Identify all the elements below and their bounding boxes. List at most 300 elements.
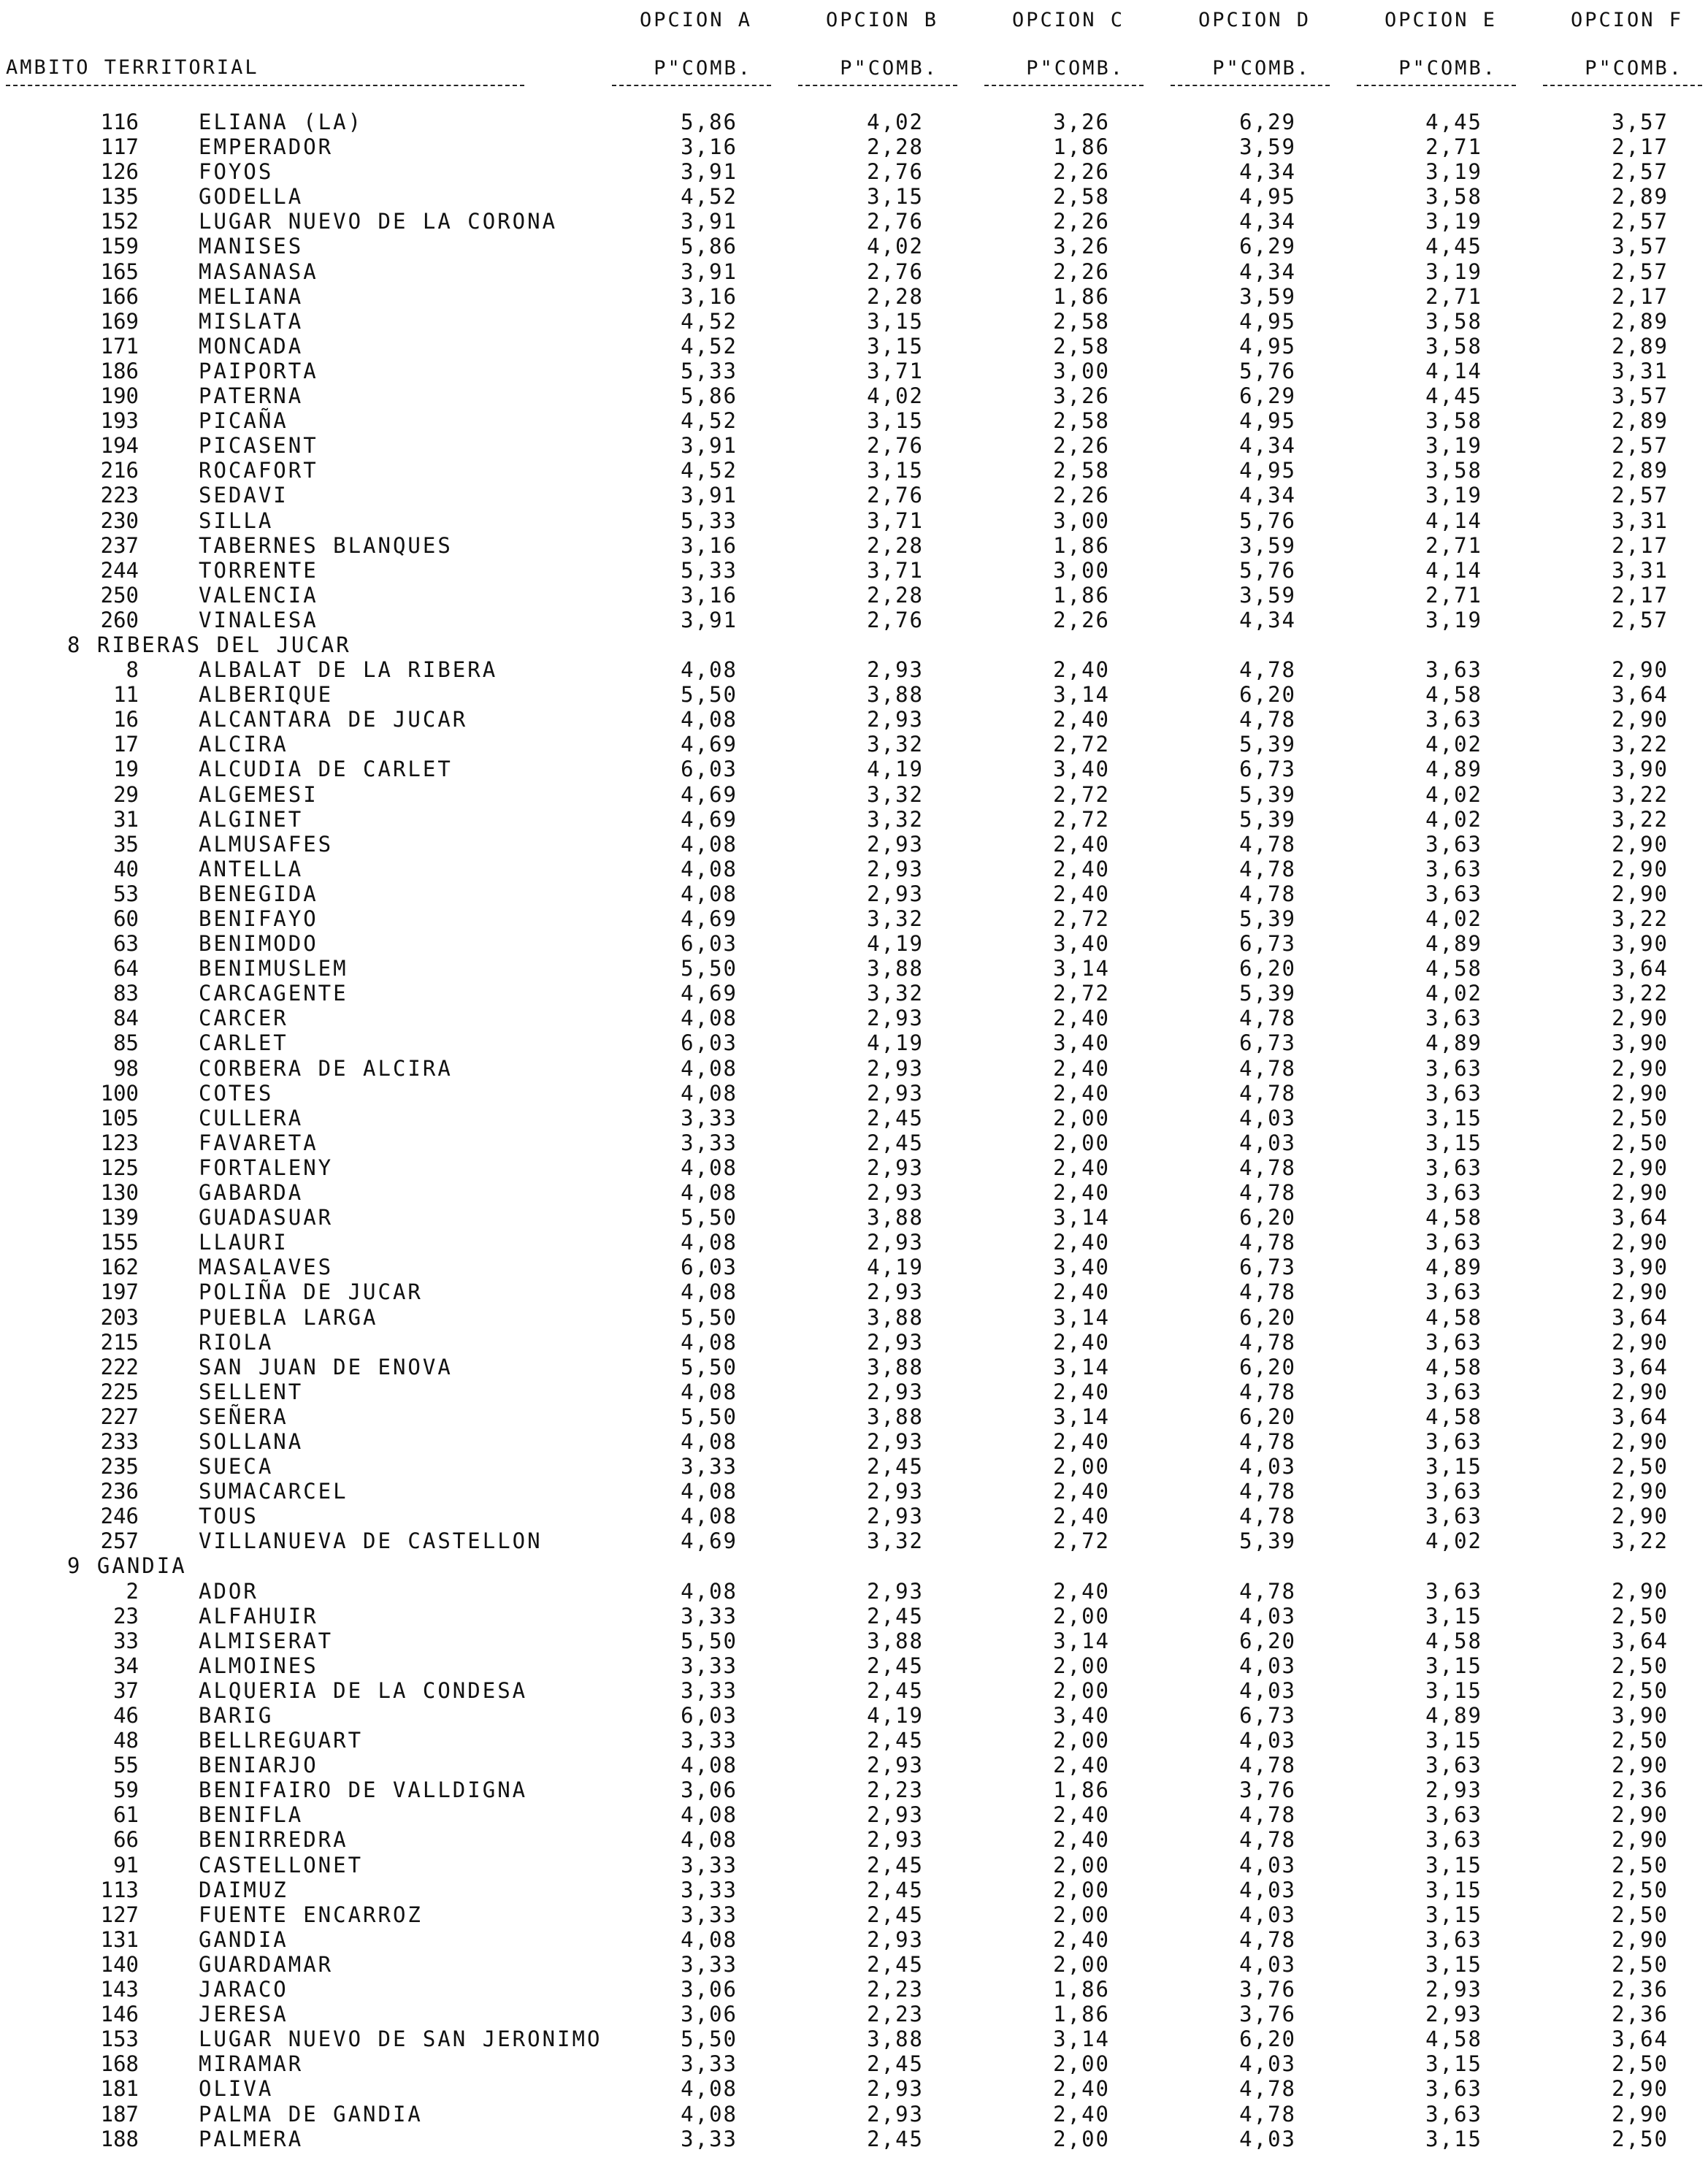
option-b-value: 2,93 [867, 2101, 924, 2127]
option-c-value: 2,40 [1053, 1827, 1110, 1853]
municipality-code: 260 [100, 607, 139, 632]
option-c-value: 2,72 [1053, 981, 1110, 1006]
option-c-value: 1,86 [1053, 1977, 1110, 2002]
table-row [0, 1802, 1708, 1827]
option-c-value: 2,40 [1053, 1379, 1110, 1404]
option-b-value: 2,93 [867, 1802, 924, 1828]
option-e-value: 3,63 [1425, 1055, 1482, 1081]
table-row [0, 334, 1708, 359]
option-c-value: 3,00 [1053, 508, 1110, 533]
municipality-code: 203 [100, 1304, 139, 1330]
municipality-name: SEDAVI [199, 483, 288, 508]
option-d-value: 6,20 [1239, 956, 1296, 981]
option-e-value: 3,15 [1425, 1653, 1482, 1678]
option-a-value: 4,08 [681, 1279, 738, 1305]
option-b-value: 2,93 [867, 1504, 924, 1529]
option-a-value: 4,08 [681, 1753, 738, 1778]
municipality-code: 187 [100, 2101, 139, 2127]
option-d-value: 3,76 [1239, 2002, 1296, 2027]
option-b-value: 4,19 [867, 1255, 924, 1280]
option-a-value: 4,08 [681, 831, 738, 857]
option-f-value: 2,17 [1612, 134, 1669, 160]
option-a-value: 4,08 [681, 2076, 738, 2102]
municipality-name: LUGAR NUEVO DE SAN JERONIMO [199, 2026, 602, 2052]
municipality-code: 117 [100, 134, 139, 160]
municipality-name: BENIFAIRO DE VALLDIGNA [199, 1777, 528, 1803]
table-row [0, 682, 1708, 707]
option-d-value: 4,03 [1239, 1852, 1296, 1878]
option-c-subheader: P"COMB. [1026, 57, 1125, 80]
option-e-value: 3,63 [1425, 1753, 1482, 1778]
municipality-name: BENIFLA [199, 1802, 304, 1828]
option-a-value: 5,50 [681, 1354, 738, 1379]
option-c-value: 2,00 [1053, 1653, 1110, 1678]
option-e-value: 3,63 [1425, 831, 1482, 857]
option-a-value: 3,91 [681, 433, 738, 459]
option-a-value: 5,33 [681, 358, 738, 383]
option-d-value: 4,95 [1239, 408, 1296, 434]
option-e-value: 3,63 [1425, 1006, 1482, 1031]
option-b-value: 2,93 [867, 1080, 924, 1106]
table-row [0, 1902, 1708, 1927]
option-a-value: 4,08 [681, 1230, 738, 1255]
option-e-value: 3,58 [1425, 408, 1482, 434]
option-d-value: 5,39 [1239, 906, 1296, 931]
option-e-value: 4,45 [1425, 383, 1482, 409]
option-d-value: 4,34 [1239, 259, 1296, 284]
option-a-value: 3,91 [681, 483, 738, 508]
option-f-value: 2,90 [1612, 1428, 1669, 1454]
table-row [0, 533, 1708, 558]
municipality-name: GUARDAMAR [199, 1951, 334, 1977]
option-d-value: 3,59 [1239, 582, 1296, 608]
municipality-name: ROCAFORT [199, 458, 318, 483]
option-c-value: 3,14 [1053, 1404, 1110, 1429]
option-a-value: 3,33 [681, 1677, 738, 1703]
option-b-value: 2,45 [867, 1877, 924, 1902]
option-e-value: 3,58 [1425, 458, 1482, 483]
municipality-code: 48 [113, 1728, 139, 1753]
option-b-value: 3,88 [867, 1205, 924, 1230]
option-a-value: 6,03 [681, 757, 738, 782]
option-e-value: 4,45 [1425, 110, 1482, 134]
option-d-value: 4,78 [1239, 2101, 1296, 2127]
option-a-value: 4,08 [681, 1379, 738, 1404]
option-e-value: 4,58 [1425, 2026, 1482, 2052]
municipality-name: ELIANA (LA) [199, 110, 364, 134]
option-e-value: 3,63 [1425, 1504, 1482, 1529]
option-f-value: 3,31 [1612, 358, 1669, 383]
option-e-value: 3,63 [1425, 1379, 1482, 1404]
option-f-header: OPCION F [1570, 9, 1683, 31]
option-e-value: 3,19 [1425, 159, 1482, 185]
option-c-value: 2,00 [1053, 1677, 1110, 1703]
municipality-code: 53 [113, 881, 139, 906]
option-d-value: 3,59 [1239, 134, 1296, 160]
table-row [0, 184, 1708, 209]
option-f-value: 2,57 [1612, 607, 1669, 632]
table-row [0, 1454, 1708, 1479]
option-d-value: 4,78 [1239, 2076, 1296, 2102]
option-b-value: 3,88 [867, 1304, 924, 1330]
option-c-value: 2,00 [1053, 1105, 1110, 1130]
option-d-value: 6,20 [1239, 1628, 1296, 1653]
municipality-name: ALCIRA [199, 732, 288, 757]
option-d-value: 4,78 [1239, 1155, 1296, 1180]
municipality-code: 31 [113, 806, 139, 832]
option-a-value: 4,08 [681, 1578, 738, 1604]
option-a-header: OPCION A [639, 9, 752, 31]
option-b-value: 3,32 [867, 806, 924, 832]
option-a-value: 3,16 [681, 283, 738, 309]
option-b-value: 3,32 [867, 781, 924, 807]
municipality-name: JARACO [199, 1977, 288, 2002]
option-d-value: 4,95 [1239, 458, 1296, 483]
option-b-value: 2,45 [867, 1951, 924, 1977]
table-row [0, 1653, 1708, 1678]
option-d-value: 4,03 [1239, 1902, 1296, 1927]
option-e-value: 3,19 [1425, 607, 1482, 632]
option-b-value: 2,93 [867, 1230, 924, 1255]
table-row [0, 857, 1708, 881]
table-row [0, 1604, 1708, 1628]
option-d-value: 4,78 [1239, 1080, 1296, 1106]
table-row [0, 1678, 1708, 1703]
table-row [0, 1230, 1708, 1255]
option-f-value: 2,90 [1612, 1155, 1669, 1180]
option-c-value: 2,40 [1053, 1504, 1110, 1529]
table-row [0, 757, 1708, 781]
municipality-name: ALQUERIA DE LA CONDESA [199, 1677, 528, 1703]
option-a-value: 6,03 [681, 1030, 738, 1056]
option-b-value: 2,76 [867, 607, 924, 632]
option-f-value: 2,50 [1612, 1105, 1669, 1130]
option-f-value: 2,17 [1612, 532, 1669, 558]
option-a-value: 5,50 [681, 1404, 738, 1429]
municipality-code: 181 [100, 2076, 139, 2102]
option-a-value: 3,33 [681, 1728, 738, 1753]
municipality-code: 225 [100, 1379, 139, 1404]
option-a-value: 3,06 [681, 1777, 738, 1803]
municipality-name: SILLA [199, 508, 274, 533]
municipality-code: 33 [113, 1628, 139, 1653]
option-f-value: 2,90 [1612, 1827, 1669, 1853]
option-b-value: 2,76 [867, 159, 924, 185]
option-c-value: 2,58 [1053, 333, 1110, 359]
option-f-value: 2,90 [1612, 831, 1669, 857]
municipality-code: 140 [100, 1951, 139, 1977]
table-row [0, 2002, 1708, 2026]
option-c-value: 2,40 [1053, 1006, 1110, 1031]
municipality-code: 197 [100, 1279, 139, 1305]
table-row [0, 309, 1708, 334]
option-c-value: 1,86 [1053, 532, 1110, 558]
municipality-code: 152 [100, 209, 139, 234]
option-f-value: 2,90 [1612, 1802, 1669, 1828]
option-f-value: 3,90 [1612, 757, 1669, 782]
option-d-value: 5,39 [1239, 781, 1296, 807]
option-b-value: 4,02 [867, 234, 924, 259]
municipality-name: MISLATA [199, 308, 304, 334]
option-d-header: OPCION D [1198, 9, 1311, 31]
option-e-value: 3,58 [1425, 333, 1482, 359]
option-e-value: 3,63 [1425, 1180, 1482, 1206]
table-row [0, 1006, 1708, 1030]
municipality-code: 60 [113, 906, 139, 931]
option-c-value: 3,14 [1053, 956, 1110, 981]
table-row [0, 906, 1708, 931]
option-e-value: 3,63 [1425, 2101, 1482, 2127]
option-c-value: 3,26 [1053, 383, 1110, 409]
option-b-value: 2,45 [867, 1902, 924, 1927]
option-c-value: 1,86 [1053, 1777, 1110, 1803]
municipality-code: 193 [100, 408, 139, 434]
option-a-value: 4,08 [681, 1080, 738, 1106]
option-e-value: 3,63 [1425, 1230, 1482, 1255]
option-d-value: 6,20 [1239, 1304, 1296, 1330]
table-row [0, 1753, 1708, 1777]
option-a-value: 3,33 [681, 1603, 738, 1628]
table-row [0, 1330, 1708, 1355]
option-b-value: 2,93 [867, 1428, 924, 1454]
municipality-name: GUADASUAR [199, 1205, 334, 1230]
option-f-value: 3,90 [1612, 1255, 1669, 1280]
option-e-value: 4,14 [1425, 358, 1482, 383]
municipality-code: 257 [100, 1528, 139, 1554]
table-row [0, 583, 1708, 608]
table-row [0, 1579, 1708, 1604]
option-d-value: 6,20 [1239, 682, 1296, 708]
municipality-code: 126 [100, 159, 139, 185]
option-d-value: 5,76 [1239, 508, 1296, 533]
option-c-value: 3,14 [1053, 1304, 1110, 1330]
option-a-subheader: P"COMB. [654, 57, 752, 80]
table-row [0, 1952, 1708, 1977]
option-c-value: 2,40 [1053, 2076, 1110, 2102]
option-b-value: 2,93 [867, 1006, 924, 1031]
option-e-value: 3,15 [1425, 1454, 1482, 1480]
option-b-value: 2,93 [867, 881, 924, 906]
option-d-value: 4,03 [1239, 1603, 1296, 1628]
option-a-value: 3,06 [681, 2002, 738, 2027]
municipality-name: SELLENT [199, 1379, 304, 1404]
table-row [0, 1056, 1708, 1081]
municipality-code: 222 [100, 1354, 139, 1379]
option-f-value: 2,90 [1612, 1504, 1669, 1529]
option-d-value: 4,03 [1239, 1105, 1296, 1130]
option-e-value: 4,89 [1425, 757, 1482, 782]
option-f-value: 2,57 [1612, 159, 1669, 185]
municipality-code: 100 [100, 1080, 139, 1106]
option-a-value: 3,91 [681, 259, 738, 284]
option-f-value: 3,90 [1612, 1030, 1669, 1056]
option-a-value: 4,52 [681, 184, 738, 210]
option-f-value: 3,31 [1612, 508, 1669, 533]
table-row [0, 134, 1708, 159]
option-c-value: 3,26 [1053, 234, 1110, 259]
table-row [0, 508, 1708, 533]
header-rule [6, 85, 524, 86]
option-b-value: 2,93 [867, 707, 924, 732]
option-c-value: 3,40 [1053, 757, 1110, 782]
option-d-value: 4,95 [1239, 308, 1296, 334]
option-a-value: 4,52 [681, 458, 738, 483]
option-c-value: 3,00 [1053, 358, 1110, 383]
municipality-name: FOYOS [199, 159, 274, 185]
municipality-name: SEÑERA [199, 1404, 288, 1429]
option-e-value: 3,63 [1425, 1578, 1482, 1604]
municipality-name: OLIVA [199, 2076, 274, 2102]
option-f-value: 3,22 [1612, 906, 1669, 931]
municipality-name: ALMUSAFES [199, 831, 334, 857]
option-e-value: 4,58 [1425, 1404, 1482, 1429]
option-e-value: 4,45 [1425, 234, 1482, 259]
option-e-value: 4,02 [1425, 906, 1482, 931]
option-e-value: 2,93 [1425, 1777, 1482, 1803]
option-d-value: 3,59 [1239, 532, 1296, 558]
option-b-value: 3,32 [867, 732, 924, 757]
municipality-name: FUENTE ENCARROZ [199, 1902, 423, 1927]
option-e-value: 3,15 [1425, 1852, 1482, 1878]
option-e-value: 2,93 [1425, 1977, 1482, 2002]
option-c-value: 2,40 [1053, 1230, 1110, 1255]
municipality-name: BENIARJO [199, 1753, 318, 1778]
table-row [0, 110, 1708, 134]
table-row [0, 433, 1708, 458]
option-e-value: 4,89 [1425, 1255, 1482, 1280]
option-a-value: 5,50 [681, 956, 738, 981]
option-e-value: 3,63 [1425, 881, 1482, 906]
option-d-value: 6,29 [1239, 383, 1296, 409]
municipality-name: FAVARETA [199, 1130, 318, 1155]
option-d-subheader: P"COMB. [1212, 57, 1311, 80]
option-d-value: 5,39 [1239, 1528, 1296, 1554]
option-a-value: 4,08 [681, 1180, 738, 1206]
option-b-value: 2,93 [867, 1329, 924, 1355]
option-a-value: 4,08 [681, 657, 738, 683]
option-b-value: 2,93 [867, 657, 924, 683]
municipality-code: 246 [100, 1504, 139, 1529]
option-b-value: 2,45 [867, 1603, 924, 1628]
option-c-value: 2,26 [1053, 259, 1110, 284]
option-b-value: 3,88 [867, 1404, 924, 1429]
option-e-value: 4,02 [1425, 1528, 1482, 1554]
table-row [0, 1130, 1708, 1155]
municipality-name: PICASENT [199, 433, 318, 459]
option-a-value: 4,08 [681, 707, 738, 732]
municipality-name: TORRENTE [199, 557, 318, 583]
option-e-value: 3,15 [1425, 2051, 1482, 2077]
table-row [0, 1728, 1708, 1753]
table-row [0, 383, 1708, 408]
option-a-value: 5,50 [681, 2026, 738, 2052]
option-a-value: 5,86 [681, 110, 738, 134]
municipality-name: CASTELLONET [199, 1852, 364, 1878]
option-d-value: 4,03 [1239, 2051, 1296, 2077]
option-b-value: 2,28 [867, 582, 924, 608]
municipality-code: 165 [100, 259, 139, 284]
group-heading-row [0, 632, 1708, 657]
option-c-value: 3,14 [1053, 1628, 1110, 1653]
municipality-code: 84 [113, 1006, 139, 1031]
option-e-value: 3,63 [1425, 1279, 1482, 1305]
table-row [0, 1528, 1708, 1553]
option-e-value: 3,19 [1425, 483, 1482, 508]
option-c-value: 1,86 [1053, 283, 1110, 309]
option-a-value: 3,16 [681, 134, 738, 160]
municipality-code: 98 [113, 1055, 139, 1081]
municipality-name: COTES [199, 1080, 274, 1106]
table-row [0, 1081, 1708, 1106]
option-a-value: 3,91 [681, 159, 738, 185]
table-row [0, 707, 1708, 732]
option-f-value: 2,90 [1612, 856, 1669, 881]
option-c-value: 2,40 [1053, 1155, 1110, 1180]
option-a-value: 4,08 [681, 1006, 738, 1031]
option-d-value: 4,78 [1239, 1379, 1296, 1404]
municipality-name: MASALAVES [199, 1255, 334, 1280]
option-e-value: 3,63 [1425, 1827, 1482, 1853]
option-c-value: 3,40 [1053, 931, 1110, 957]
option-c-value: 2,26 [1053, 483, 1110, 508]
option-b-value: 2,28 [867, 283, 924, 309]
option-a-value: 3,33 [681, 2126, 738, 2151]
option-b-value: 3,15 [867, 333, 924, 359]
option-a-value: 3,33 [681, 1877, 738, 1902]
municipality-name: CORBERA DE ALCIRA [199, 1055, 453, 1081]
option-a-value: 6,03 [681, 1255, 738, 1280]
option-b-value: 2,45 [867, 1728, 924, 1753]
option-b-value: 2,76 [867, 259, 924, 284]
option-a-value: 4,52 [681, 408, 738, 434]
option-f-value: 2,50 [1612, 1728, 1669, 1753]
option-e-value: 3,63 [1425, 1155, 1482, 1180]
option-b-value: 4,19 [867, 757, 924, 782]
option-c-value: 2,40 [1053, 2101, 1110, 2127]
municipality-code: 91 [113, 1852, 139, 1878]
municipality-name: CARCER [199, 1006, 288, 1031]
municipality-name: TOUS [199, 1504, 259, 1529]
option-e-value: 3,15 [1425, 1877, 1482, 1902]
table-row [0, 1404, 1708, 1429]
municipality-name: BENIFAYO [199, 906, 318, 931]
option-b-value: 3,71 [867, 508, 924, 533]
option-d-value: 4,78 [1239, 707, 1296, 732]
table-row [0, 832, 1708, 857]
option-d-value: 6,73 [1239, 1030, 1296, 1056]
option-f-value: 3,64 [1612, 1354, 1669, 1379]
option-c-value: 2,26 [1053, 209, 1110, 234]
option-f-value: 2,90 [1612, 1926, 1669, 1952]
option-e-value: 3,58 [1425, 308, 1482, 334]
option-f-value: 2,90 [1612, 657, 1669, 683]
option-d-value: 4,78 [1239, 1329, 1296, 1355]
option-d-value: 5,76 [1239, 358, 1296, 383]
option-e-value: 3,58 [1425, 184, 1482, 210]
option-c-value: 2,72 [1053, 906, 1110, 931]
table-row [0, 1777, 1708, 1802]
municipality-name: VILLANUEVA DE CASTELLON [199, 1528, 543, 1554]
municipality-code: 215 [100, 1329, 139, 1355]
option-a-value: 3,33 [681, 1653, 738, 1678]
municipality-code: 59 [113, 1777, 139, 1803]
municipality-name: CARLET [199, 1030, 288, 1056]
municipality-name: SUECA [199, 1454, 274, 1480]
option-f-value: 2,36 [1612, 2002, 1669, 2027]
municipality-code: 34 [113, 1653, 139, 1678]
table-row [0, 259, 1708, 284]
option-e-value: 3,63 [1425, 1479, 1482, 1504]
